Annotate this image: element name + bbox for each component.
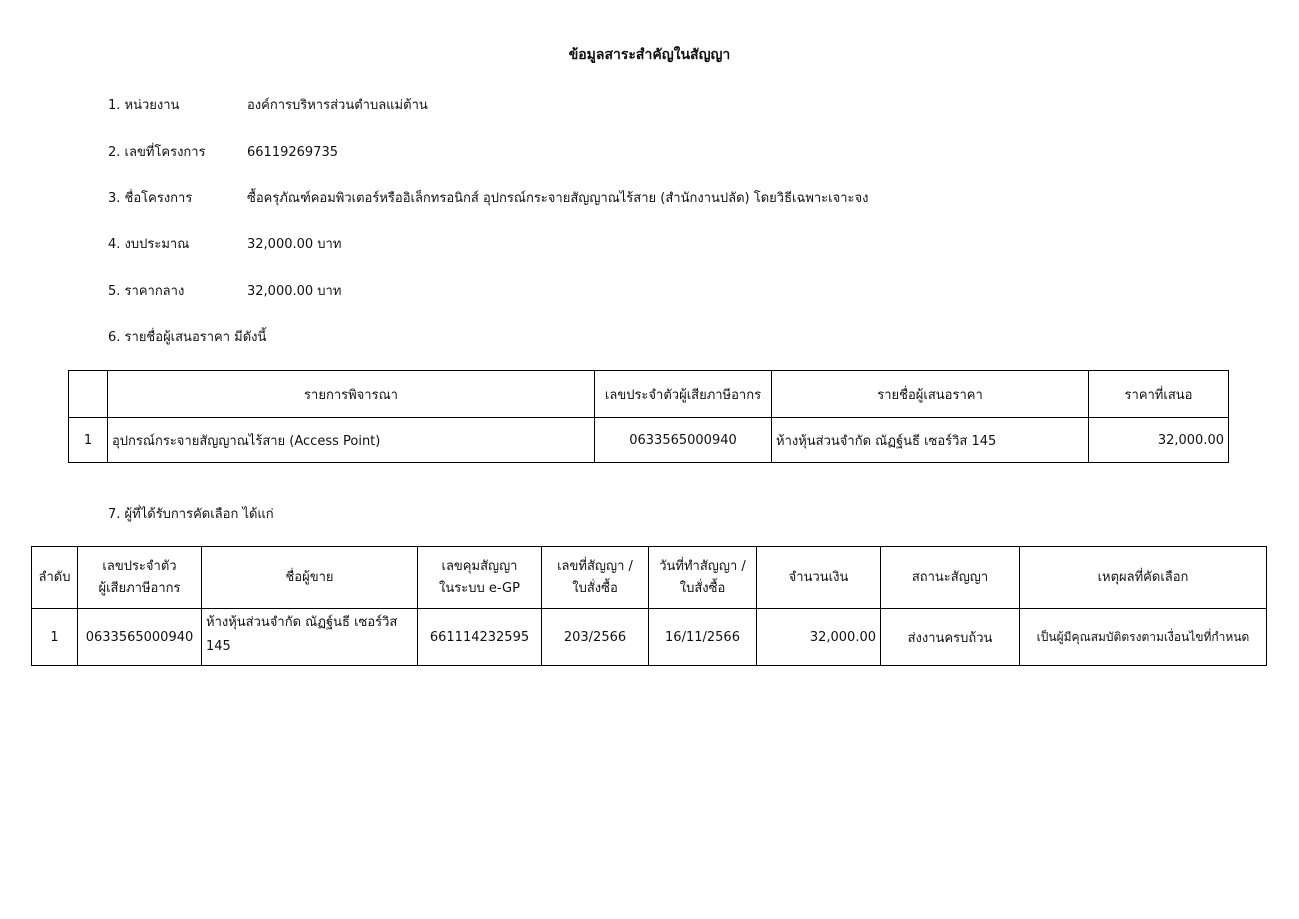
winners-col-amount-line1: จำนวนเงิน (788, 569, 849, 585)
winners-col-contract-date (649, 547, 757, 609)
winners-col-contract-date-line2: ใบสั่งซื้อ (679, 580, 726, 596)
bidders-col-bidder: รายชื่อผู้เสนอราคา (772, 371, 1089, 418)
winner-row-reason: เป็นผู้มีคุณสมบัติตรงตามเงื่อนไขที่กำหนด (1020, 609, 1267, 666)
budget-label: 4. งบประมาณ (108, 237, 190, 252)
winners-col-no (32, 547, 78, 609)
winners-col-egp (418, 547, 542, 609)
reference-price-value: 32,000.00 บาท (247, 284, 342, 299)
winner-row-no: 1 (32, 609, 78, 666)
agency-label: 1. หน่วยงาน (108, 98, 180, 113)
winners-col-seller (202, 547, 418, 609)
bidders-col-price: ราคาที่เสนอ (1089, 371, 1229, 418)
project-name-value: ซื้อครุภัณฑ์คอมพิวเตอร์หรืออิเล็กทรอนิกส์ อุปกรณ์กระจายสัญญาณไร้สาย (สำนักงานปลัด) โดยวิธีเฉพาะเจาะจง (247, 191, 869, 206)
bidder-row-no: 1 (69, 418, 108, 463)
winners-col-tax-id (78, 547, 202, 609)
winners-col-contract-no-line1: เลขที่สัญญา / (557, 558, 633, 574)
winners-col-tax-id-line1: เลขประจำตัว (102, 558, 177, 574)
bidders-col-tax-id: เลขประจำตัวผู้เสียภาษีอากร (595, 371, 772, 418)
winner-row-contract-no: 203/2566 (542, 609, 649, 666)
table-row (32, 609, 1267, 666)
winners-col-egp-line2: ในระบบ e-GP (439, 580, 520, 596)
agency-value: องค์การบริหารส่วนตำบลแม่ต้าน (247, 98, 428, 113)
bidder-row-price: 32,000.00 (1089, 418, 1229, 463)
winners-col-tax-id-line2: ผู้เสียภาษีอากร (98, 580, 181, 596)
reference-price-label: 5. ราคากลาง (108, 284, 185, 299)
winner-row-status: ส่งงานครบถ้วน (881, 609, 1020, 666)
winners-col-contract-no (542, 547, 649, 609)
winner-row-contract-date: 16/11/2566 (649, 609, 757, 666)
bidder-row-tax-id: 0633565000940 (595, 418, 772, 463)
bidders-table (68, 370, 1229, 463)
winner-row-seller: ห้างหุ้นส่วนจำกัด ณัฏฐ์นธี เซอร์วิส 145 (202, 609, 418, 666)
bidders-col-no (69, 371, 108, 418)
bidder-row-name: ห้างหุ้นส่วนจำกัด ณัฏฐ์นธี เซอร์วิส 145 (772, 418, 1089, 463)
winner-row-tax-id: 0633565000940 (78, 609, 202, 666)
winners-col-status-line1: สถานะสัญญา (911, 569, 989, 585)
winners-header-row (32, 547, 1267, 609)
winners-col-seller-line1: ชื่อผู้ขาย (285, 569, 334, 585)
bidder-row-item: อุปกรณ์กระจายสัญญาณไร้สาย (Access Point) (108, 418, 595, 463)
winners-col-no-line1: ลำดับ (38, 569, 71, 585)
bidders-col-item: รายการพิจารณา (108, 371, 595, 418)
project-number-value: 66119269735 (247, 145, 338, 160)
project-name-label: 3. ชื่อโครงการ (108, 191, 193, 206)
winners-table (31, 546, 1267, 666)
winners-col-amount (757, 547, 881, 609)
winners-col-status (881, 547, 1020, 609)
budget-value: 32,000.00 บาท (247, 237, 342, 252)
winners-col-egp-line1: เลขคุมสัญญา (441, 558, 518, 574)
table-row (69, 418, 1229, 463)
bidders-header-row (69, 371, 1229, 418)
winners-col-contract-date-line1: วันที่ทำสัญญา / (659, 558, 746, 574)
bidders-heading: 6. รายชื่อผู้เสนอราคา มีดังนี้ (108, 330, 267, 345)
document-title: ข้อมูลสาระสำคัญในสัญญา (568, 47, 731, 63)
winner-row-amount: 32,000.00 (757, 609, 881, 666)
winners-col-reason (1020, 547, 1267, 609)
project-number-label: 2. เลขที่โครงการ (108, 145, 206, 160)
winner-row-egp-no: 661114232595 (418, 609, 542, 666)
winners-heading: 7. ผู้ที่ได้รับการคัดเลือก ได้แก่ (108, 507, 274, 522)
winners-col-contract-no-line2: ใบสั่งซื้อ (572, 580, 618, 596)
winners-col-reason-line1: เหตุผลที่คัดเลือก (1097, 569, 1189, 585)
